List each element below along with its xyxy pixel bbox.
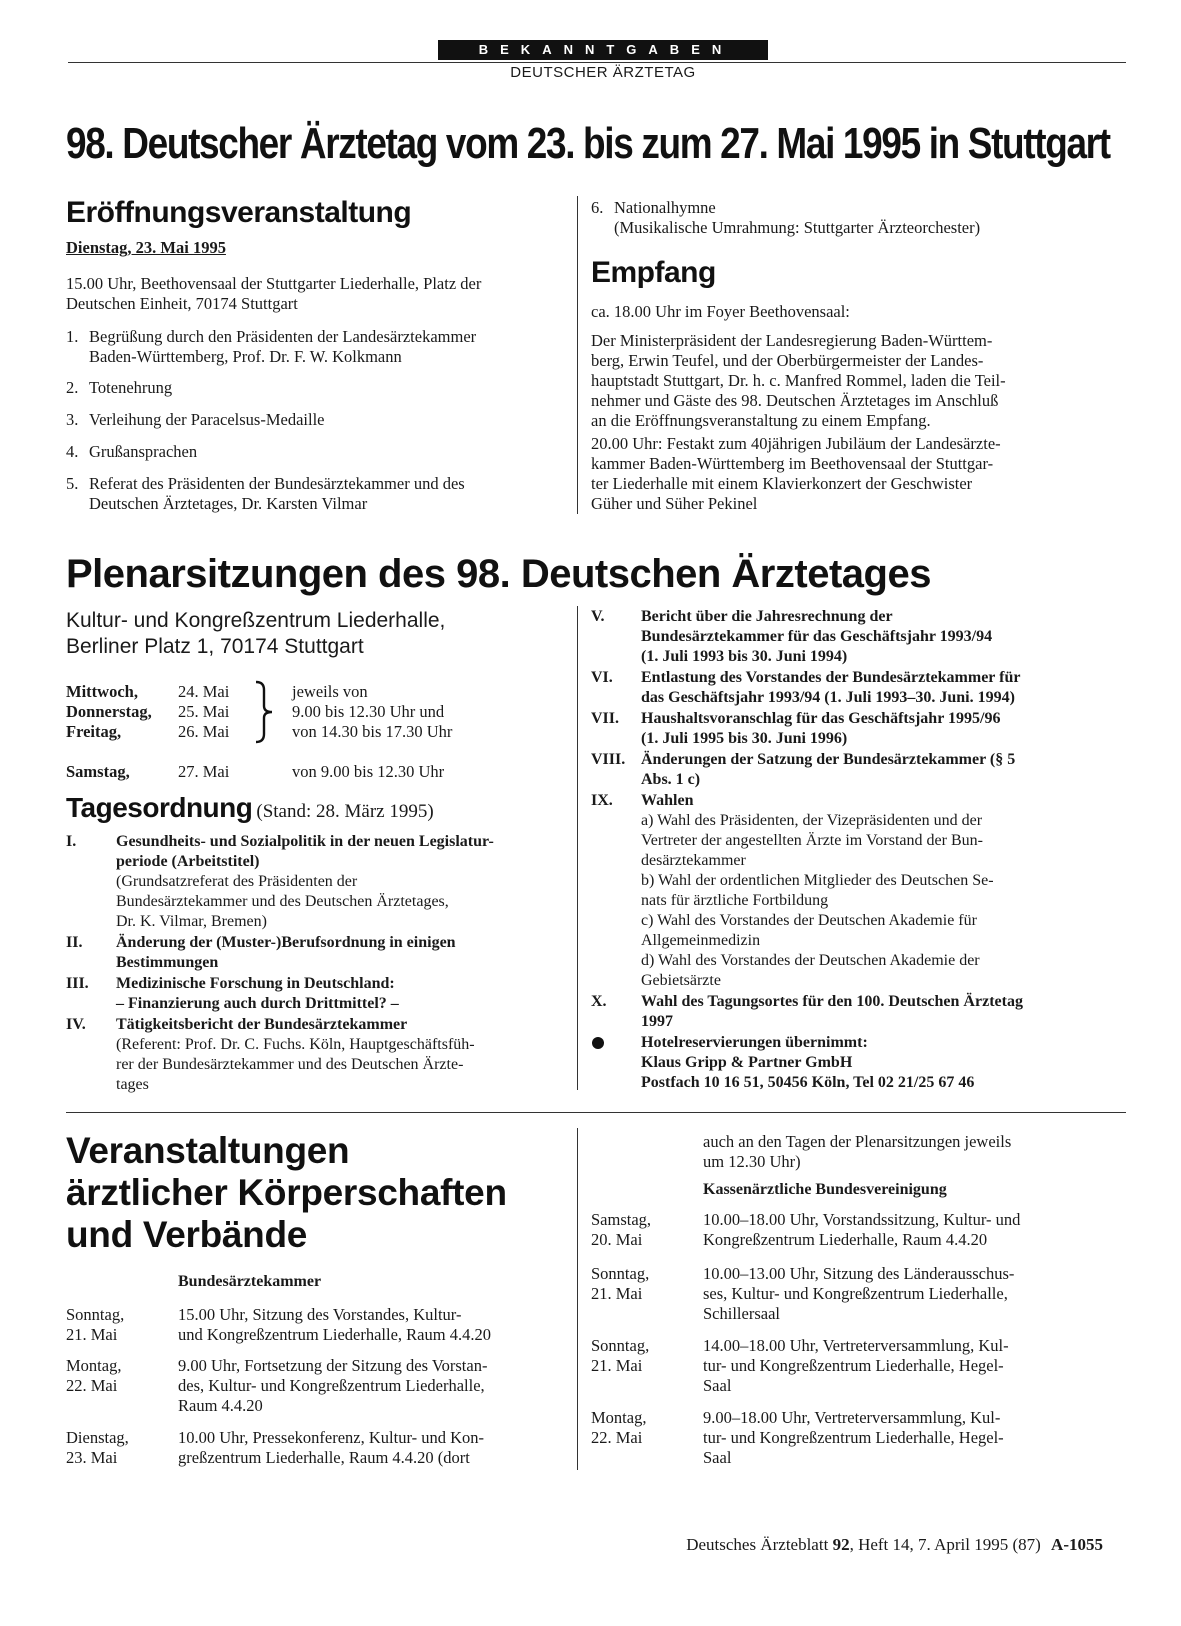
agenda-stand: (Stand: 28. März 1995) [256,801,434,822]
opening-date: Dienstag, 23. Mai 1995 [66,238,226,257]
plenary-day-2: Donnerstag, [66,702,152,721]
journal-volume: 92 [832,1535,850,1554]
program-item-1: 1. Begrüßung durch den Präsidenten der Landesärztekammer Baden-Württemberg, Prof. Dr. F. W. Kolkmann [66,327,477,366]
plenary-date-3: 26. Mai [178,722,230,741]
baek-day-1: Sonntag, 21. Mai [66,1305,125,1344]
header-rule [68,62,1126,63]
kbv-text-1: 10.00–18.00 Uhr, Vorstandssitzung, Kultur- und Kongreßzentrum Liederhalle, Raum 4.4.20 [703,1210,1021,1249]
section-band: BEKANNTGABEN [438,40,768,60]
page-footer [686,1534,1103,1556]
agenda-item-10: X. Wahl des Tagungsortes für den 100. Deutschen Ärztetag 1997 [591,993,1023,1030]
kbv-text-4: 9.00–18.00 Uhr, Vertreterversammlung, Kul- tur- und Kongreßzentrum Liederhalle, Hegel- Saal [703,1408,1004,1467]
column-divider-top [577,196,578,514]
agenda-heading-row [66,790,434,826]
kbv-text-3: 14.00–18.00 Uhr, Vertreterversammlung, Kul- tur- und Kongreßzentrum Liederhalle, Hegel- Saal [703,1336,1009,1395]
kbv-text-2: 10.00–13.00 Uhr, Sitzung des Länderausschus- ses, Kultur- und Kongreßzentrum Liederhalle, Schillersaal [703,1264,1015,1323]
kbv-day-1: Samstag, 20. Mai [591,1210,652,1249]
baek-text-2: 9.00 Uhr, Fortsetzung der Sitzung des Vorstan- des, Kultur- und Kongreßzentrum Liederhalle, Raum 4.4.20 [178,1356,488,1415]
agenda-item-3: III. Medizinische Forschung in Deutschland: – Finanzierung auch durch Drittmittel? – [66,975,399,1012]
plenary-heading: Plenarsitzungen des 98. Deutschen Ärztetages [66,552,931,596]
page-number: A-1055 [1051,1535,1103,1554]
agenda-item-4: IV. Tätigkeitsbericht der Bundesärztekammer (Referent: Prof. Dr. C. Fuchs. Köln, Hauptgeschäftsfüh- rer der Bundesärztekammer und des Deutschen Ärzte- tages [66,1016,475,1093]
plenary-day-1: Mittwoch, [66,682,138,701]
section-rule-bottom [66,1112,1126,1113]
agenda-item-8: VIII. Änderungen der Satzung der Bundesärztekammer (§ 5 Abs. 1 c) [591,751,1016,788]
reception-text: Der Ministerpräsident der Landesregierung Baden-Württem- berg, Erwin Teufel, und der Oberbürgermeister der Landes- hauptstadt Stuttgart, Dr. h. c. Manfred Rommel, laden die Teil- nehmer und Gäste des 98. Deutschen Ärztetages im Anschluß an die Eröffnungsveranstaltung zu einem Empfang. [591,331,1006,430]
hotel-reservation: Hotelreservierungen übernimmt: Klaus Gripp & Partner GmbH Postfach 10 16 51, 50456 Köln, Tel 02 21/25 67 46 [591,1033,1091,1093]
main-title: 98. Deutscher Ärztetag vom 23. bis zum 27. Mai 1995 in Stuttgart [66,119,1110,168]
kbv-day-3: Sonntag, 21. Mai [591,1336,650,1375]
kbv-day-4: Montag, 22. Mai [591,1408,647,1447]
plenary-date-1: 24. Mai [178,682,230,701]
plenary-day-3: Freitag, [66,722,122,741]
plenary-saturday-day: Samstag, [66,762,130,781]
program-item-5: 5. Referat des Präsidenten der Bundesärztekammer und des Deutschen Ärztetages, Dr. Karsten Vilmar [66,474,465,513]
plenary-times: jeweils von 9.00 bis 12.30 Uhr und von 14.30 bis 17.30 Uhr [292,682,453,741]
program-item-6: 6. Nationalhymne (Musikalische Umrahmung: Stuttgarter Ärzteorchester) [591,198,981,237]
baek-day-2: Montag, 22. Mai [66,1356,122,1395]
bullet-icon [592,1037,604,1049]
agenda-item-2: II. Änderung der (Muster-)Berufsordnung in einigen Bestimmungen [66,934,456,971]
opening-intro: 15.00 Uhr, Beethovensaal der Stuttgarter Liederhalle, Platz der Deutschen Einheit, 70174 Stuttgart [66,274,482,313]
section-subtitle: DEUTSCHER ÄRZTETAG [510,64,696,81]
plenary-saturday-date: 27. Mai [178,762,230,781]
program-item-3: 3. Verleihung der Paracelsus-Medaille [66,410,325,429]
curly-brace-icon [252,680,276,744]
journal-name: Deutsches Ärzteblatt [686,1535,829,1554]
reception-heading: Empfang [591,256,716,289]
opening-heading: Eröffnungsveranstaltung [66,196,412,229]
baek-text-1: 15.00 Uhr, Sitzung des Vorstandes, Kultur- und Kongreßzentrum Liederhalle, Raum 4.4.20 [178,1305,491,1344]
agenda-item-1: I. Gesundheits- und Sozialpolitik in der neuen Legislatur- periode (Arbeitstitel) (Grundsatzreferat des Präsidenten der Bundesärztekammer und des Deutschen Ärztetages, Dr. K. Vilmar, Bremen) [66,833,494,930]
journal-issue: , Heft 14, 7. April 1995 (87) [849,1535,1041,1554]
program-item-2: 2. Totenehrung [66,378,173,397]
baek-text-3: 10.00 Uhr, Pressekonferenz, Kultur- und Kon- greßzentrum Liederhalle, Raum 4.4.20 (dort [178,1428,485,1467]
column-divider-bottom [577,1128,578,1470]
agenda-item-6: VI. Entlastung des Vorstandes der Bundesärztekammer für das Geschäftsjahr 1993/94 (1. Juli 1993–30. Juni. 1994) [591,669,1021,706]
kbv-heading: Kassenärztliche Bundesvereinigung [703,1181,947,1198]
plenary-date-2: 25. Mai [178,702,230,721]
program-item-4: 4. Grußansprachen [66,442,198,461]
events-continuation: auch an den Tagen der Plenarsitzungen jeweils um 12.30 Uhr) [703,1132,1012,1171]
baek-heading: Bundesärztekammer [178,1273,322,1290]
reception-time: ca. 18.00 Uhr im Foyer Beethovensaal: [591,302,850,321]
column-divider-middle [577,606,578,1090]
agenda-item-7: VII. Haushaltsvoranschlag für das Geschäftsjahr 1995/96 (1. Juli 1995 bis 30. Juni 1996) [591,710,1001,747]
jubilee-text: 20.00 Uhr: Festakt zum 40jährigen Jubiläum der Landesärzte- kammer Baden-Württemberg im Beethovensaal der Stuttgar- ter Liederhalle mit einem Klavierkonzert der Geschwister Güher und Süher Pekinel [591,434,1001,513]
baek-day-3: Dienstag, 23. Mai [66,1428,129,1467]
plenary-saturday-time: von 9.00 bis 12.30 Uhr [292,762,445,781]
agenda-item-5: V. Bericht über die Jahresrechnung der Bundesärztekammer für das Geschäftsjahr 1993/94 (1. Juli 1993 bis 30. Juni 1994) [591,608,993,665]
events-heading: Veranstaltungen ärztlicher Körperschaften und Verbände [66,1130,507,1255]
agenda-item-9: IX. Wahlen a) Wahl des Präsidenten, der Vizepräsidenten und der Vertreter der angestellten Ärzte im Vorstand der Bun- desärztekammer b) Wahl der ordentlichen Mitglieder des Deutschen Se- nats für ärztliche Fortbildung c) Wahl des Vorstandes der Deutschen Akademie für Allgemeinmedizin d) Wahl des Vorstandes der Deutschen Akademie der Gebietsärzte [591,792,994,989]
plenary-venue: Kultur- und Kongreßzentrum Liederhalle, Berliner Platz 1, 70174 Stuttgart [66,609,446,658]
kbv-day-2: Sonntag, 21. Mai [591,1264,650,1303]
agenda-heading: Tagesordnung [66,792,253,823]
